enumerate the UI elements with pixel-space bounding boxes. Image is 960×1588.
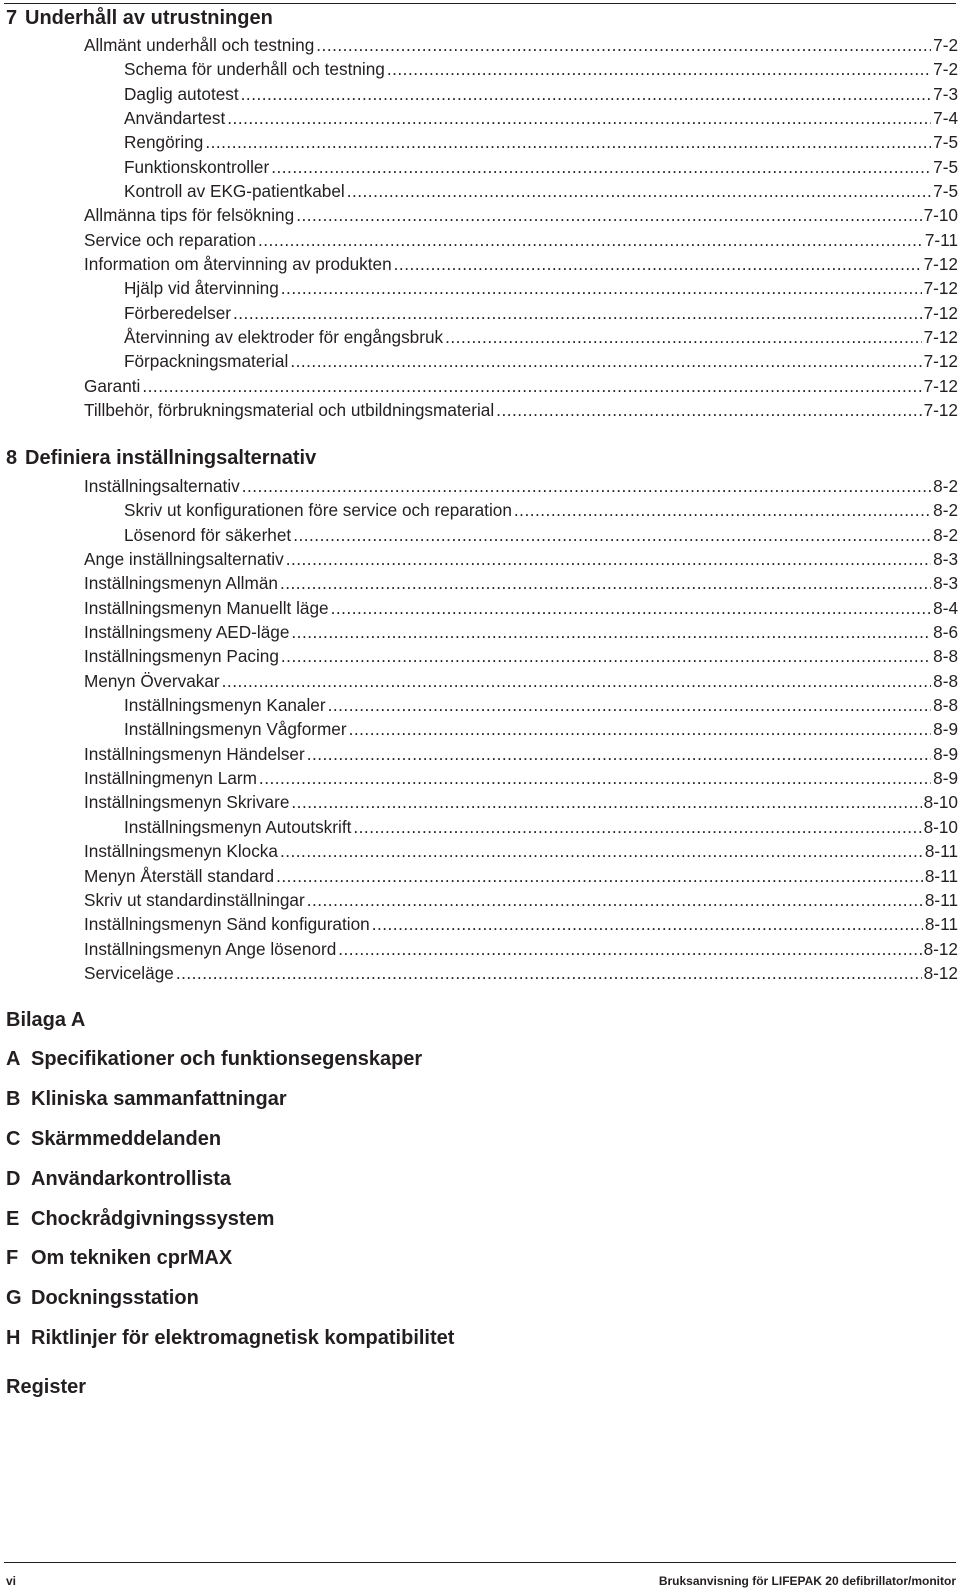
toc-entry[interactable] [84,374,958,398]
dot-leader [293,523,931,547]
toc-entry-page: 7-3 [933,83,958,104]
toc-entry-label: Inställningsmenyn Vågformer [124,719,347,740]
dot-leader [242,474,931,498]
toc-entry[interactable] [84,325,958,349]
appendix-title: Riktlinjer för elektromagnetisk kompatibilitet [31,1327,455,1350]
toc-entry-page: 8-2 [933,476,958,496]
toc-entry[interactable] [84,57,958,81]
dot-leader [307,888,923,912]
dot-leader [372,912,923,936]
dot-leader [281,644,931,668]
top-rule [4,3,956,4]
toc-entry[interactable] [84,474,958,498]
toc-entry-page: 8-11 [924,841,958,862]
appendix-letter: A [6,1048,21,1070]
toc-entry-page: 7-12 [923,278,958,299]
dot-leader [176,961,922,985]
toc-entry[interactable] [84,571,958,595]
dot-leader [307,742,931,766]
footer-page-number: vi [6,1574,17,1588]
appendix-item[interactable] [6,1245,454,1285]
toc-entry-label: Ange inställningsalternativ [84,549,284,570]
toc-entry-page: 7-12 [923,327,958,348]
toc-entry-page: 8-12 [923,938,958,959]
appendix-item[interactable] [6,1046,454,1086]
appendix-letter: E [6,1207,20,1230]
dot-leader [291,790,921,814]
chapter-8-title: Definiera inställningsalternativ [25,447,317,469]
appendix-title: Användarkontrollista [31,1167,232,1190]
toc-entry-label: Inställningsmenyn Skrivare [84,792,290,813]
toc-entry-label: Inställningmenyn Larm [84,768,257,789]
toc-entry[interactable] [84,766,958,790]
toc-entry-label: Skriv ut standardinställningar [84,889,305,910]
dot-leader [241,82,932,106]
toc-entry[interactable] [84,498,958,522]
dot-leader [286,547,931,571]
toc-entry[interactable] [84,106,958,130]
dot-leader [291,620,931,644]
toc-entry[interactable] [84,179,958,203]
toc-entry[interactable] [84,155,958,179]
toc-entry-label: Rengöring [124,132,204,153]
dot-leader [338,937,921,961]
toc-entry-label: Inställningsmenyn Pacing [84,646,279,667]
toc-entry-page: 8-11 [924,865,958,886]
toc-entry-label: Inställningsalternativ [84,476,240,496]
toc-entry-label: Allmänna tips för felsökning [84,205,295,226]
dot-leader [280,839,923,863]
toc-entry-label: Allmänt underhåll och testning [84,35,315,55]
toc-entry-label: Funktionskontroller [124,156,270,177]
dot-leader [142,374,921,398]
toc-entry-page: 8-6 [933,622,958,643]
chapter-7-entries [84,33,958,423]
appendix-item[interactable] [6,1126,454,1166]
dot-leader [290,349,921,373]
toc-entry-label: Garanti [84,375,141,396]
appendix-title: Om tekniken cprMAX [31,1247,233,1270]
toc-entry-page: 7-5 [933,132,958,153]
toc-entry-page: 8-9 [933,743,958,764]
toc-entry-label: Inställningsmenyn Sänd konfiguration [84,914,370,935]
appendix-letter: C [6,1127,21,1150]
toc-entry-page: 8-10 [923,792,958,813]
dot-leader [227,106,931,130]
register-link[interactable]: Register [6,1376,87,1398]
chapter-8-number: 8 [6,447,18,469]
toc-entry-page: 8-11 [924,889,958,910]
toc-entry[interactable] [84,888,958,912]
toc-entry-label: Information om återvinning av produkten [84,254,392,275]
appendix-letter: H [6,1327,21,1350]
appendix-item[interactable] [6,1166,454,1206]
toc-entry-page: 7-12 [923,302,958,323]
toc-entry-label: Användartest [124,108,226,129]
dot-leader [233,301,922,325]
appendix-letter: D [6,1167,21,1190]
toc-entry[interactable] [84,937,958,961]
dot-leader [328,693,932,717]
toc-entry[interactable] [84,301,958,325]
toc-entry[interactable] [84,912,958,936]
dot-leader [259,766,931,790]
toc-entry[interactable] [84,815,958,839]
toc-entry-page: 8-8 [933,695,958,716]
dot-leader [205,130,931,154]
chapter-7-heading [6,6,273,30]
toc-entry-label: Hjälp vid återvinning [124,278,279,299]
appendix-title: Kliniska sammanfattningar [31,1087,287,1110]
toc-entry[interactable] [84,398,958,422]
toc-entry[interactable] [84,693,958,717]
appendix-title: Specifikationer och funktionsegenskaper [31,1048,423,1070]
toc-entry-page: 7-11 [924,229,958,250]
footer-document-title: Bruksanvisning för LIFEPAK 20 defibrillator/monitor [658,1574,956,1588]
toc-entry-label: Inställningsmenyn Händelser [84,743,305,764]
toc-entry[interactable] [84,864,958,888]
toc-entry[interactable] [84,620,958,644]
toc-entry[interactable] [84,523,958,547]
toc-entry-page: 8-12 [923,962,958,983]
toc-entry-label: Tillbehör, förbrukningsmaterial och utbildningsmaterial [84,400,495,421]
toc-entry-page: 7-2 [933,35,958,55]
chapter-7-title: Underhåll av utrustningen [25,7,273,29]
toc-entry[interactable] [84,790,958,814]
dot-leader [281,276,922,300]
appendix-letter: B [6,1087,21,1110]
toc-entry-label: Menyn Återställ standard [84,865,275,886]
toc-entry-page: 8-8 [933,646,958,667]
toc-entry-label: Schema för underhåll och testning [124,59,385,80]
toc-entry[interactable] [84,252,958,276]
appendix-title: Skärmmeddelanden [31,1127,222,1150]
toc-entry[interactable] [84,82,958,106]
appendix-item[interactable] [6,1206,454,1246]
toc-entry-label: Menyn Övervakar [84,670,220,691]
toc-entry-page: 7-10 [923,205,958,226]
appendix-heading: Bilaga A [6,1009,86,1031]
appendix-item[interactable] [6,1285,454,1325]
dot-leader [331,596,932,620]
toc-entry-label: Service och reparation [84,229,256,250]
toc-entry-label: Inställningsmenyn Kanaler [124,695,326,716]
dot-leader [394,252,922,276]
dot-leader [445,325,921,349]
toc-entry-label: Skriv ut konfigurationen före service och reparation [124,500,512,521]
toc-entry-label: Förpackningsmaterial [124,351,289,372]
toc-entry-label: Återvinning av elektroder för engångsbruk [124,327,444,348]
chapter-8-entries [84,474,958,985]
toc-entry-label: Lösenord för säkerhet [124,524,292,545]
toc-entry[interactable] [84,961,958,985]
toc-entry-page: 8-9 [933,768,958,789]
toc-entry[interactable] [84,276,958,300]
toc-entry[interactable] [84,596,958,620]
dot-leader [387,57,931,81]
dot-leader [296,203,921,227]
dot-leader [496,398,921,422]
appendix-item[interactable] [6,1325,454,1365]
dot-leader [280,571,931,595]
toc-entry[interactable] [84,228,958,252]
dot-leader [349,717,932,741]
dot-leader [514,498,931,522]
toc-entry-page: 7-12 [923,351,958,372]
toc-entry[interactable] [84,839,958,863]
toc-entry[interactable] [84,644,958,668]
toc-entry-page: 8-10 [923,816,958,837]
appendix-letter: G [6,1287,22,1310]
appendix-list [6,1046,454,1365]
toc-entry-label: Inställningsmenyn Autoutskrift [124,816,352,837]
toc-entry-page: 8-3 [933,549,958,570]
toc-entry[interactable] [84,742,958,766]
toc-entry-label: Kontroll av EKG-patientkabel [124,181,345,202]
toc-entry-page: 8-2 [933,524,958,545]
toc-entry-label: Inställningsmenyn Allmän [84,573,278,594]
toc-entry-label: Inställningsmenyn Ange lösenord [84,938,337,959]
toc-entry-page: 7-12 [923,375,958,396]
toc-entry-page: 7-2 [933,59,958,80]
toc-entry-label: Daglig autotest [124,83,239,104]
dot-leader [276,864,923,888]
appendix-letter: F [6,1247,19,1270]
toc-entry-label: Inställningsmenyn Klocka [84,841,278,862]
appendix-title: Chockrådgivningssystem [31,1207,275,1230]
toc-entry-page: 8-3 [933,573,958,594]
chapter-7-number: 7 [6,7,18,29]
chapter-8-heading [6,446,316,470]
toc-entry-page: 8-9 [933,719,958,740]
toc-entry-page: 7-5 [933,181,958,202]
toc-entry[interactable] [84,130,958,154]
toc-entry[interactable] [84,203,958,227]
dot-leader [271,155,931,179]
toc-entry[interactable] [84,717,958,741]
toc-entry[interactable] [84,349,958,373]
dot-leader [316,33,931,57]
toc-entry-label: Inställningsmeny AED-läge [84,622,290,643]
dot-leader [347,179,931,203]
appendix-item[interactable] [6,1086,454,1126]
toc-entry-label: Inställningsmenyn Manuellt läge [84,597,329,618]
appendix-title: Dockningsstation [31,1287,199,1310]
toc-entry[interactable] [84,547,958,571]
toc-entry[interactable] [84,33,958,57]
toc-entry-label: Serviceläge [84,962,174,983]
toc-entry-page: 7-12 [923,254,958,275]
toc-entry-page: 7-5 [933,156,958,177]
toc-entry-page: 8-11 [924,914,958,935]
dot-leader [222,669,932,693]
toc-entry-page: 8-8 [933,670,958,691]
toc-entry-label: Förberedelser [124,302,231,323]
toc-entry-page: 7-4 [933,108,958,129]
dot-leader [353,815,921,839]
toc-entry-page: 8-2 [933,500,958,521]
toc-entry-page: 7-12 [923,400,958,421]
toc-entry[interactable] [84,669,958,693]
dot-leader [258,228,923,252]
toc-entry-page: 8-4 [933,597,958,618]
